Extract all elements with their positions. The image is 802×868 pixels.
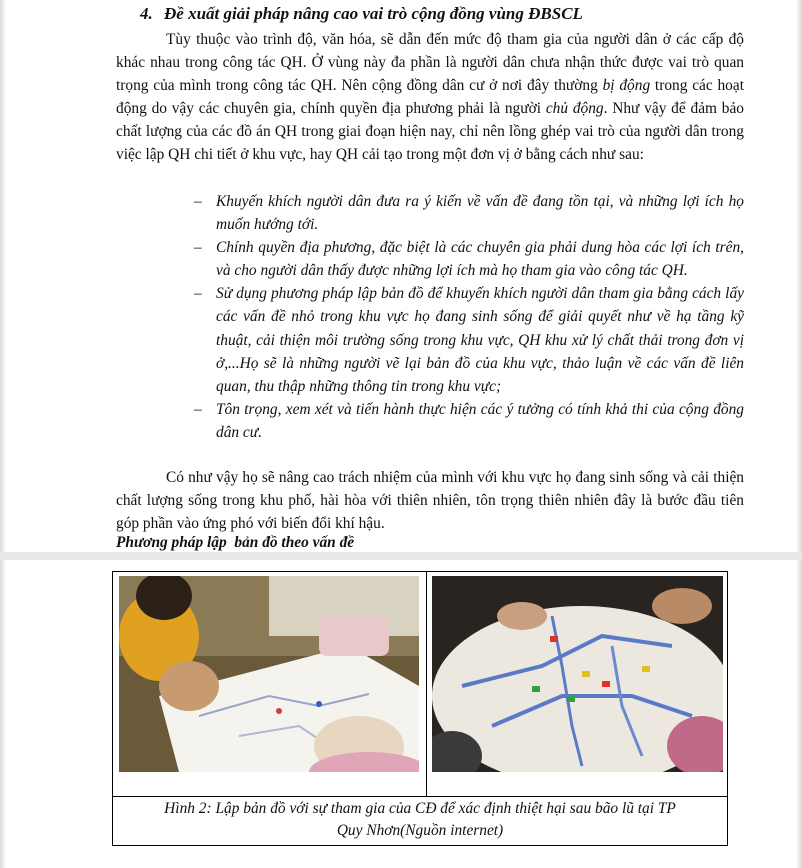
photo-left-illustration xyxy=(119,576,419,772)
bullet-dash: – xyxy=(194,400,202,418)
section-number: 4. xyxy=(140,4,153,23)
list-item xyxy=(116,190,744,236)
paragraph-intro-run2: trong các hoạt động do vậy các chuyên gia, chính quyền địa phương phải là người xyxy=(116,77,744,118)
list-item-text: Sử dụng phương pháp lập bản đồ để khuyến khích người dân tham gia bằng cách lấy các vấn đề nhỏ trong khu vực họ đang sinh sống để giải quyết như về hạ tầng kỹ thuật, cải thiện môi trường sống trong khu vực, QH khu xử lý chất thải trong đơn vị ở,...Họ sẽ là những người vẽ lại bản đồ của khu vực, thảo luận về các vấn đề liên quan, thu thập những thông tin trong khu vực; xyxy=(216,285,744,395)
paragraph-intro-emphasis-passive: bị động xyxy=(602,77,651,95)
figure-caption-divider xyxy=(113,796,727,797)
paragraph-intro-emphasis-active: chủ động xyxy=(545,100,604,118)
photo-community-mapping-left xyxy=(119,576,419,772)
list-item xyxy=(116,398,744,444)
list-item-text: Chính quyền địa phương, đặc biệt là các chuyên gia phải dung hòa các lợi ích trên, và cho người dân thấy được những lợi ích mà họ tham gia vào công tác QH. xyxy=(216,239,744,280)
solution-list xyxy=(116,190,744,444)
paragraph-intro-run1: Tùy thuộc vào trình độ, văn hóa, sẽ dẫn đến mức độ tham gia của người dân ở các cấp độ khác nhau trong công tác QH. Ở vùng này đa phần là người dân chưa nhận thức được vai trò quan trọng của mình trong công tác QH. Nên cộng đồng dân cư ở nơi đây thường xyxy=(116,31,744,95)
paragraph-conclusion: Có như vậy họ sẽ nâng cao trách nhiệm của mình với khu vực họ đang sinh sống và cải thiện chất lượng sống trong khu phố, hài hòa với thiên nhiên, tôn trọng thiên nhiên đây là bước đầu tiên góp phần vào ứng phó với biến đổi khí hậu. xyxy=(116,469,744,533)
bullet-dash: – xyxy=(194,285,202,303)
paragraph-intro xyxy=(116,28,744,167)
list-item-text: Khuyến khích người dân đưa ra ý kiến về vấn đề đang tồn tại, và những lợi ích họ muốn hướng tới. xyxy=(216,193,744,234)
list-item xyxy=(116,282,744,397)
photo-right-illustration xyxy=(432,576,723,772)
list-item-text: Tôn trọng, xem xét và tiến hành thực hiện các ý tưởng có tính khả thi của cộng đồng dân cư. xyxy=(216,400,744,441)
list-item xyxy=(116,236,744,282)
figure-caption-line2: Quy Nhơn(Nguồn internet) xyxy=(336,822,504,839)
section-heading xyxy=(140,4,740,24)
bullet-dash: – xyxy=(194,193,202,210)
figure-caption-line1: Hình 2: Lập bản đồ với sự tham gia của CĐ để xác định thiệt hại sau bão lũ tại TP xyxy=(164,800,676,817)
figure-cell-divider xyxy=(426,572,427,796)
bullet-dash: – xyxy=(194,239,202,257)
page-break xyxy=(0,552,802,560)
figure-table xyxy=(112,571,728,846)
paragraph-intro-run3: . Như vậy để đảm bảo chất lượng của các đồ án QH trong giai đoạn hiện nay, chỉ nên lồng ghép vai trò của người dân trong việc lập QH chi tiết ở khu vực, hay QH cải tạo trong một đơn vị ở bằng cách như sau: xyxy=(116,100,744,164)
figure-caption xyxy=(113,798,727,842)
subheading-mapping-method: Phương pháp lập bản đồ theo vấn đề xyxy=(116,534,355,551)
section-title: Đề xuất giải pháp nâng cao vai trò cộng đồng vùng ĐBSCL xyxy=(164,4,583,23)
photo-community-mapping-right xyxy=(432,576,723,772)
